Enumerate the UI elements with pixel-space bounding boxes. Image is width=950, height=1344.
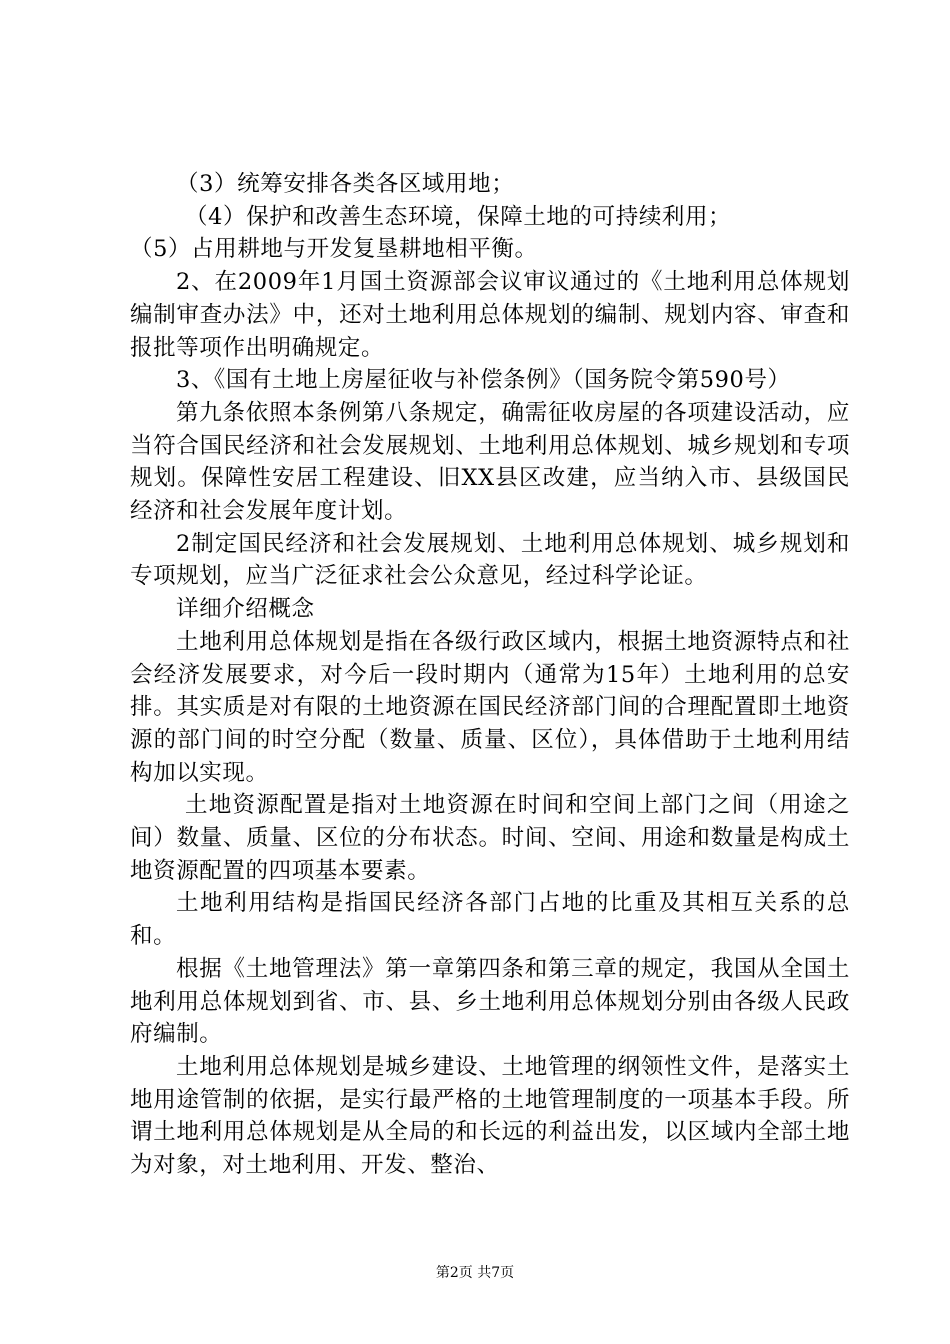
paragraph-definition-allocation: 土地资源配置是指对土地资源在时间和空间上部门之间（用途之间）数量、质量、区位的分布状态。时间、空间、用途和数量是构成土地资源配置的四项基本要素。: [130, 792, 850, 884]
document-body: [130, 168, 850, 1182]
paragraph-item-4: （4）保护和改善生态环境，保障土地的可持续利用；: [185, 203, 732, 230]
paragraph-ordinance-590: 3、《国有土地上房屋征收与补偿条例》（国务院令第590号）: [176, 367, 791, 394]
page-footer: 第2页 共7页: [435, 1265, 515, 1281]
paragraph-item-5: （5）占用耕地与开发复垦耕地相平衡。: [130, 236, 538, 263]
paragraph-plan-role: 土地利用总体规划是城乡建设、土地管理的纲领性文件，是落实土地用途管制的依据，是实行最严格的土地管理制度的一项基本手段。所谓土地利用总体规划是从全局的和长远的利益出发，以区域内全部土地为对象，对土地利用、开发、整治、: [130, 1053, 850, 1179]
paragraph-regulation-2009: 2、在2009年1月国土资源部会议审议通过的《土地利用总体规划编制审查办法》中，还对土地利用总体规划的编制、规划内容、审查和报批等项作出明确规定。: [130, 269, 850, 361]
paragraph-item-3: （3）统筹安排各类各区域用地；: [176, 171, 515, 197]
section-heading-concept: 详细介绍概念: [176, 596, 315, 623]
paragraph-article-9: 第九条依照本条例第八条规定，确需征收房屋的各项建设活动，应当符合国民经济和社会发展规划、土地利用总体规划、城乡规划和专项规划。保障性安居工程建设、旧XX县区改建，应当纳入市、县级国民经济和社会发展年度计划。: [130, 399, 850, 525]
paragraph-public-opinion: 2制定国民经济和社会发展规划、土地利用总体规划、城乡规划和专项规划，应当广泛征求社会公众意见，经过科学论证。: [130, 530, 850, 590]
paragraph-land-law: 根据《土地管理法》第一章第四条和第三章的规定，我国从全国土地利用总体规划到省、市、县、乡土地利用总体规划分别由各级人民政府编制。: [130, 955, 850, 1048]
paragraph-definition-structure: 土地利用结构是指国民经济各部门占地的比重及其相互关系的总和。: [130, 890, 850, 950]
paragraph-definition-plan: 土地利用总体规划是指在各级行政区域内，根据土地资源特点和社会经济发展要求，对今后一段时期内（通常为15年）土地利用的总安排。其实质是对有限的土地资源在国民经济部门间的合理配置即土地资源的部门间的时空分配（数量、质量、区位），具体借助于土地利用结构加以实现。: [130, 628, 850, 786]
